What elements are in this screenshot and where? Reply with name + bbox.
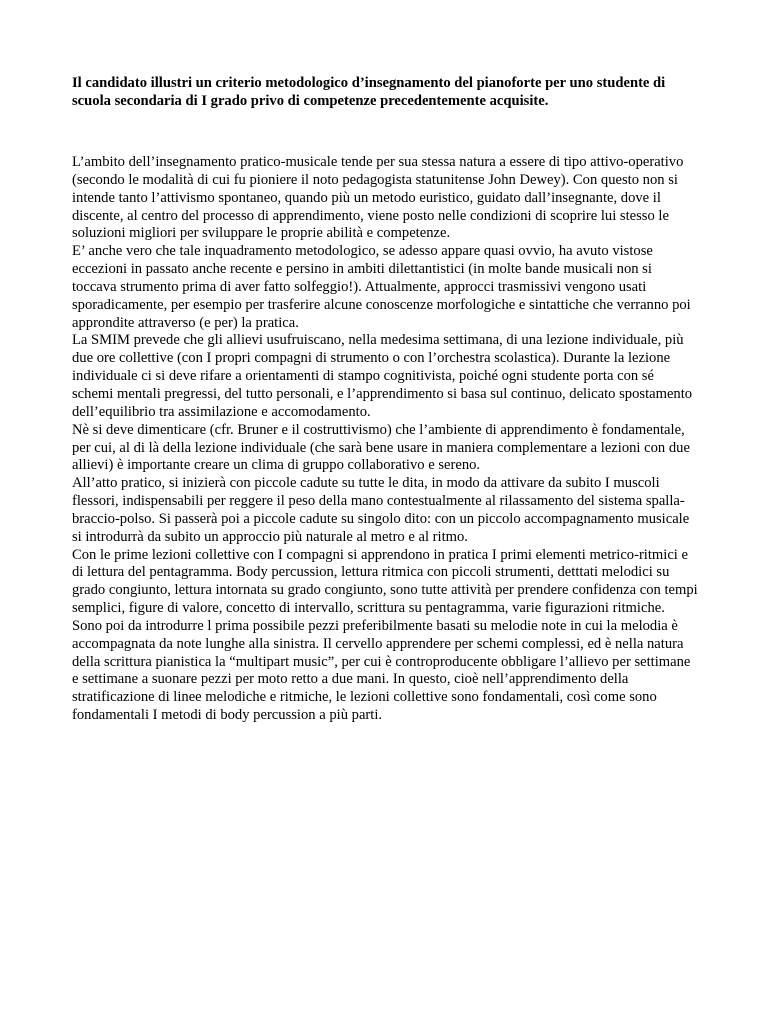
paragraph-eccezioni: E’ anche vero che tale inquadramento metodologico, se adesso appare quasi ovvio, ha avuto vistose eccezioni in passato anche recente e persino in ambiti dilettantistici (in molte bande musicali non si toccava strumento prima di aver fatto solfeggio!). Attualmente, approcci trasmissivi vengono usati sporadicamente, per esempio per trasferire alcune conoscenze morfologiche e sintattiche che verranno poi approndite attraverso (e per) la pratica. xyxy=(72,243,691,331)
document-title: Il candidato illustri un criterio metodologico d’insegnamento del pianoforte per uno studente di scuola secondaria di I grado privo di competenze precedentemente acquisite. xyxy=(72,75,666,109)
paragraph-smim: La SMIM prevede che gli allievi usufruiscano, nella medesima settimana, di una lezione individuale, più due ore collettive (con I propri compagni di strumento o con l’orchestra scolastica). Durante la lezione individuale ci si deve rifare a orientamenti di stampo cognitivista, poiché ogni studente porta con sé schemi mentali pregressi, del tutto personali, e l’apprendimento si basa sul continuo, delicato spostamento dell’equilibrio tra assimilazione e accomodamento. xyxy=(72,332,693,420)
paragraph-multipart: Sono poi da introdurre l prima possibile pezzi preferibilmente basati su melodie note in cui la melodia è accompagnata da note lunghe alla sinistra. Il cervello apprendere per schemi complessi, ed è nella natura della scrittura pianistica la “multipart music”, per cui è controproducente obbligare l’allievo per settimane e settimane a suonare pezzi per moto retto a due mani. In questo, cioè nell’apprendimento della stratificazione di linee melodiche e ritmiche, le lezioni collettive sono fondamentali, così come sono fondamentali I metodi di body percussion a più parti. xyxy=(72,617,691,724)
paragraph-lezioni-collettive: Con le prime lezioni collettive con I compagni si apprendono in pratica I primi elementi metrico-ritmici e di lettura del pentagramma. Body percussion, lettura ritmica con piccoli strumenti, detttati melodici su grado congiunto, lettura intornata su grado congiunto, sono tutte attività per prendere confidenza con tempi semplici, figure di valore, concetto di intervallo, scrittura su pentagramma, varie figurazioni ritmiche. xyxy=(72,546,698,617)
document-page xyxy=(72,74,698,725)
paragraph-dewey: L’ambito dell’insegnamento pratico-musicale tende per sua stessa natura a essere di tipo attivo-operativo (secondo le modalità di cui fu pioniere il noto pedagogista statunitense John Dewey). Con questo non si intende tanto l’attivismo spontaneo, quando più un metodo euristico, guidato dall’insegnante, dove il discente, al centro del processo di apprendimento, viene posto nelle condizioni di scoprire lui stesso le soluzioni migliori per sviluppare le proprie abilità e competenze. xyxy=(72,154,684,242)
paragraph-atto-pratico: All’atto pratico, si inizierà con piccole cadute su tutte le dita, in modo da attivare da subito I muscoli flessori, indispensabili per reggere il peso della mano contestualmente al rilassamento del sistema spalla-braccio-polso. Si passerà poi a piccole cadute su singolo dito: con un piccolo accompagnamento musicale si introdurrà da subito un approccio più naturale al metro e al ritmo. xyxy=(72,475,690,545)
paragraph-bruner: Nè si deve dimenticare (cfr. Bruner e il costruttivismo) che l’ambiente di apprendimento è fondamentale, per cui, al di là della lezione individuale (che sarà bene usare in maniera complementare a lezioni con due allievi) è importante creare un clima di gruppo collaborativo e sereno. xyxy=(72,421,690,474)
document-body xyxy=(72,154,698,725)
